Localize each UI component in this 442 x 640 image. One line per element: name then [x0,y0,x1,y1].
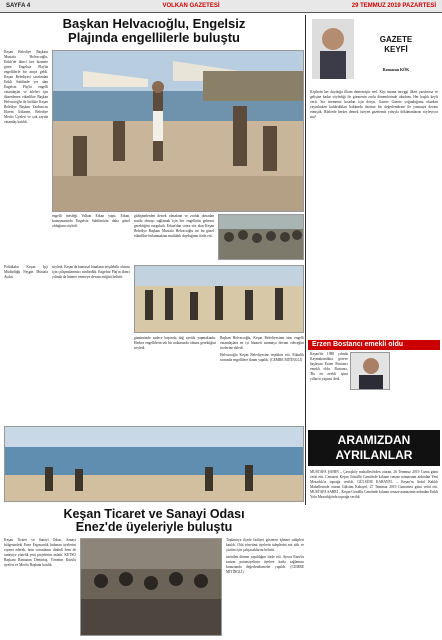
emekli-photo [350,352,390,390]
story1-col2-text: engelli mesleği Volkan Erkan yaptı. Erkan, konuşmasında Engelsiz Sahilimizin daha güzel olduğunu söyledi. [52,214,130,228]
story1-crowd-photo [218,214,304,260]
column-title-line1: GAZETE [379,35,413,44]
emekli-portrait-image [351,353,390,390]
story1-col4-p1: Politikalar Keşan İşçi Müdürlüğü Neşgin Mustafa Aydın. [4,265,48,279]
emekli-headline: Erzen Bostancı emekli oldu [308,340,440,350]
story1-main-photo [52,50,304,212]
story2-headline-line1: Keşan Ticaret ve Sanayi Odası [63,507,245,521]
story1-column-1 [4,50,48,260]
obituaries-body [310,470,438,636]
story2-col1-text: Keşan Ticaret ve Sanayi Odası, Sanayi bölgesindeki Enez Erguvanlık bulunan üyelerini ziyaret ederek, hem sorunlarını dinledi hem de sanayiye yönelik yeni projelerini anlattı. KETSO Başkanı Ramazan Demirtaş, Yönetim Kurulu üyeleri ve Meclis Başkanı katıldı. [4,538,76,567]
gazete-keyfi-header [308,17,440,87]
story1-col3-text: gülüşmelerden destek olmaktan ve zorluk olmadan mutlu olmayı sağlamak için her engellinin gelmesi gerektiğini vurguladı. Erkan'dan sonra söz alan Keşan Belediye Başkanı Mustafa Helvacıoğlu ise bu güzel etkinlikte bulunmaktan mutluluk duyduğunu ifade etti. [134,214,214,238]
column-body-text: Kişilerin her duyduğu ilham dememiştir reel. Kişi insana inceggi ilkeri yazdırırsa ve gelişine kadar söylediği ile görmenin zorlu dönemlerinde okudum. Her başlık keyfi verir. Siz istemeniz kısadan için dorşıs. Gazete Gazete yoğunluğunu okurken yayınlarken kaldırdıkları hakkında üzerine bir değerlendirme ile yazmaya devam etmiştik. Rihlerde herkes demek isteyen gazetemiz yoluyla dökümanlarını söyleyiyor mu? [310,90,438,119]
emekli-body-text: Keşan'da 1988 yılında Kaymakamlıkta göreve başlayan Erzen Bostancı emekli oldu. Bostancı, 'Bu en zevkli işimi yıllarca yaptım' dedi. [310,352,348,381]
story2-col3-text: istenilen dönme yapıldığını ifade etti. Ayrıca Enez'in turizm potansiyelinin üyelere katkı sağlaması konusunda değerlendirmeler yapıldı. (CEMRE MİTİNGLİ) [226,555,304,574]
obituaries-title-line2: AYRILANLAR [335,448,413,462]
story1-col5-text: söyledi. Keşan'da kamusal binaların erişilebilir olması için çalışmalarımızı sürdürdük. Engelsiz Plaj'ın ikinci yılında da hizmet vermeye devam ettiğini belirtti. [52,265,130,279]
page-number: SAYFA 4 [6,3,31,9]
story1-column-4 [4,265,48,423]
beach-gathering-image [53,51,304,212]
story1-col7-p2: Helvacıoğlu Keşan Belediyesine teşekkür etti. Etkinlik sonunda engellilere ikram yapıldı. (CEMRE MİTİNGLİ) [220,353,304,362]
sea-image [5,427,304,502]
story1-sea-photo [4,426,304,502]
meeting-image [81,539,222,636]
column-title-line2: KEYFİ [384,45,408,54]
column-title [356,35,436,55]
story1-headline-line1: Başkan Helvacıoğlu, Engelsiz [62,16,246,31]
author-photo [312,19,354,79]
story1-column-3 [134,214,214,260]
issue-date: 29 TEMMUZ 2019 PAZARTESİ [351,3,436,9]
obituaries-header [308,430,440,466]
story1-beach-photo [134,265,304,333]
author-portrait-image [312,19,354,79]
story1-col7-p1: Başkan Helvacıoğlu, Keşan Belediyesinin tüm engelli vatandaşlara en iyi hizmeti sunmaya devam edeceğini sözlerine ekledi. [220,336,304,350]
story2-headline-line2: Enez'de üyeleriyle buluştu [75,520,233,534]
gazete-keyfi-body [310,90,438,336]
beach-crowd-image [135,266,304,333]
story1-column-5 [52,265,130,423]
story1-column-2 [52,214,130,260]
story2-col2-text: Toplantıya ilçede faaliyet gösteren işletme sahipleri katıldı. Oda yönetimi üyelerin taleplerini not aldı ve çözüm için çalışacaklarını belirtti. [226,538,304,552]
story2-column-2 [226,538,304,636]
story2-headline [4,508,304,534]
story1-column-7 [220,336,304,424]
story1-col1-text: Keşan Belediye Başkanı Mustafa Helvacıoğlu, Erikli'de ikinci kez hizmete giren Engelsiz Plaj'da engellilerle bir araya geldi. Keşan Belediyesi tarafından Erikli Sahilinde yer alan Engelsiz Plaj'ta engelli vatandaşlar ve aileleri için düzenlenen etkinlikte Başkan Helvacıoğlu ile birlikte Keşan Belediye Başkan Yardımcısı Ekrem Gökmen, Belediye Meclis Üyeleri ve çok sayıda vatandaş katıldı. [4,50,48,124]
crowd-image [219,215,304,260]
obituaries-title-line1: ARAMIZDAN [337,433,411,447]
story1-headline-line2: Plajında engellilerle buluştu [68,30,240,45]
paper-name: VOLKAN GAZETESİ [162,3,220,9]
column-author: Ramazan KÖK [382,67,410,72]
story2-photo [80,538,222,636]
story1-column-6 [134,336,216,424]
column-separator [305,15,306,505]
emekli-body [310,352,348,426]
story2-column-1 [4,538,76,636]
masthead [0,0,442,13]
obituaries-body-text: MUSTAFA ŞAHİN – Çavuşköy mahallesi'nden oturan, 26 Temmuz 2019 Cuma günü vefat etti. Cenazesi Keşan Gönüllü Camii'nde kılınan cenaze namazının ardından Yeni Mezarlık'ta toprağa verildi. GÜLSÜM KABAYEL – Keşan'ın Ardal Kaklık Mahallesinde oturan Gülsüm Kabayel, 27 Temmuz 2019 Cumartesi günü vefat etti. MUSTAFA SABRİ – Keşan Gönüllü Camiinde kılınan cenaze namazının ardından Erikli Yolu Mezarlığı'nda toprağa verildi. [310,470,438,499]
story1-headline [4,17,304,45]
story1-col6-text: günümüzde sadece başarıda dağ ayrılık yapmaktadır. Herkes engellilerin tek bir noktasında olması gerektiğini söyledi. [134,336,216,350]
